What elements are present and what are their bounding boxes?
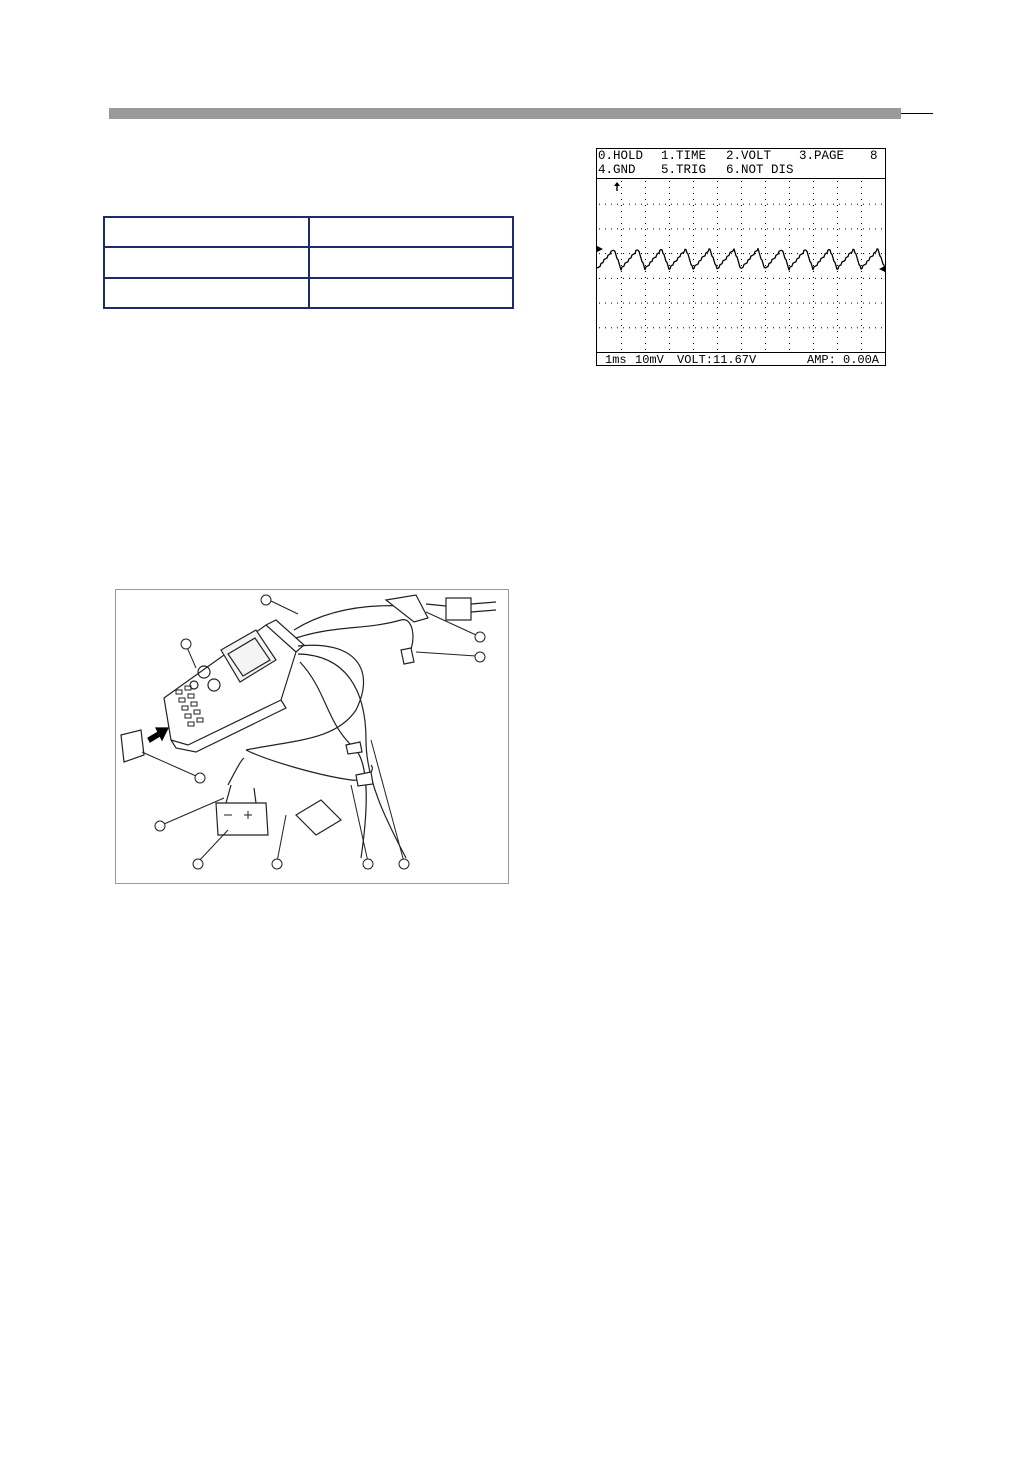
- scope-status-bar: [597, 352, 885, 367]
- ignition-clip-icon: [386, 595, 428, 622]
- table-cell: [309, 278, 514, 308]
- scope-menu: [597, 149, 885, 179]
- menu-not-dis: 6.NOT DIS: [726, 163, 794, 177]
- table-row: [104, 247, 513, 277]
- callout-marker: [155, 821, 165, 831]
- table-row: [104, 278, 513, 308]
- current-clamp-icon: [296, 800, 341, 835]
- status-amp: AMP: 0.00A: [807, 353, 880, 367]
- scope-graticule: [597, 179, 885, 352]
- callout-marker: [195, 773, 205, 783]
- header-bar: [109, 108, 901, 119]
- table-row: [104, 217, 513, 247]
- trigger-arrow-icon: [614, 182, 620, 191]
- callout-marker: [475, 632, 485, 642]
- header-rule: [901, 113, 933, 114]
- callout-marker: [475, 652, 485, 662]
- callout-marker: [399, 859, 409, 869]
- insert-arrow-icon: [148, 728, 168, 742]
- callout-marker: [272, 859, 282, 869]
- table-cell: [104, 217, 309, 247]
- callout-marker: [193, 859, 203, 869]
- menu-page: 3.PAGE: [799, 149, 845, 163]
- connection-diagram: [115, 589, 509, 884]
- table-cell: [309, 247, 514, 277]
- table-cell: [104, 278, 309, 308]
- menu-page-number: 8: [870, 149, 878, 163]
- ground-marker-icon: [597, 246, 603, 252]
- connection-illustration: [116, 590, 508, 883]
- status-volt: VOLT:11.67V: [677, 353, 757, 367]
- oscilloscope-screen: [596, 148, 886, 366]
- spec-table: [103, 216, 514, 309]
- status-voltdiv: 10mV: [635, 353, 664, 367]
- table-cell: [104, 247, 309, 277]
- callout-marker: [363, 859, 373, 869]
- status-timebase: 1ms: [605, 353, 627, 367]
- callout-marker: [181, 639, 191, 649]
- trigger-level-marker-icon: [879, 266, 885, 272]
- menu-trig: 5.TRIG: [661, 163, 707, 177]
- memory-card-icon: [121, 730, 144, 762]
- ignition-coil-icon: [446, 598, 471, 620]
- callout-marker: [261, 595, 271, 605]
- menu-time: 1.TIME: [661, 149, 707, 163]
- menu-hold: 0.HOLD: [598, 149, 644, 163]
- battery-icon: [216, 758, 268, 835]
- menu-gnd: 4.GND: [598, 163, 636, 177]
- menu-volt: 2.VOLT: [726, 149, 772, 163]
- table-cell: [309, 217, 514, 247]
